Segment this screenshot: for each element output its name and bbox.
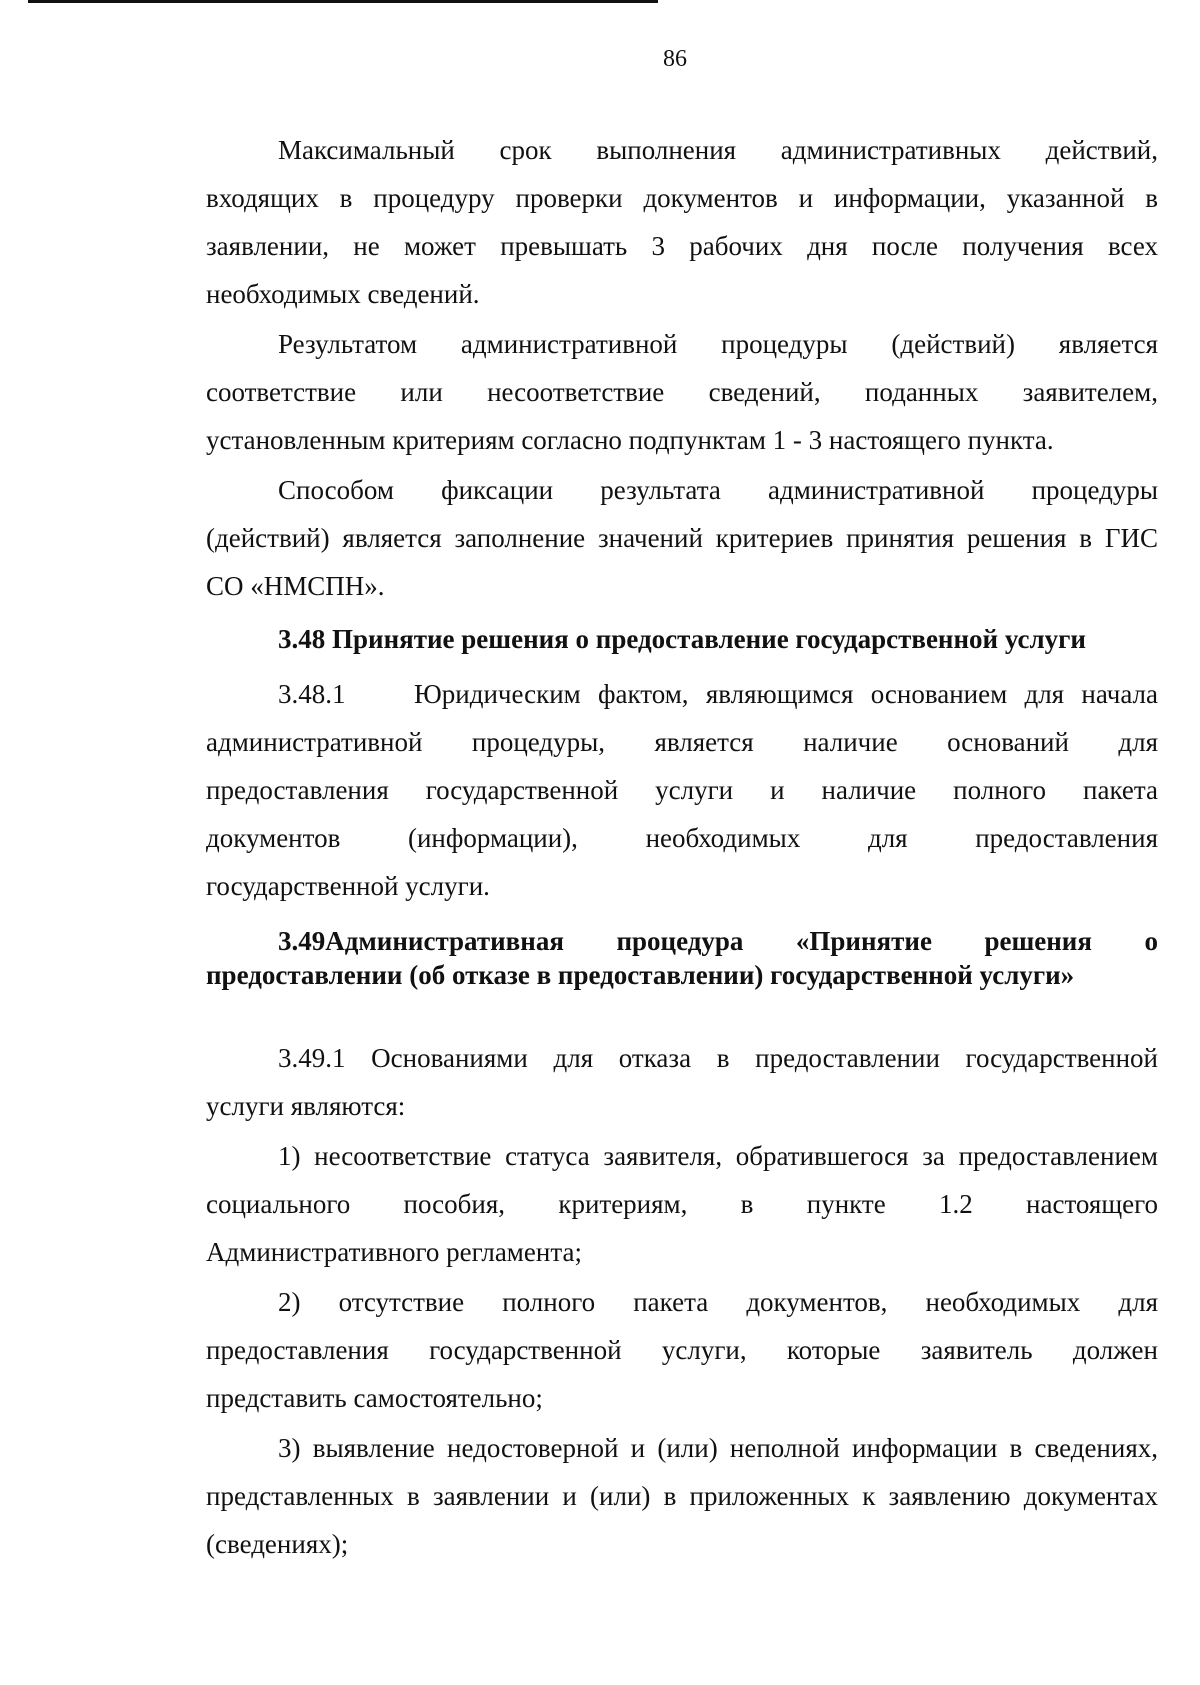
line-text: Способом фиксации результата административной процедуры bbox=[278, 475, 1158, 505]
paragraph-line: заявлении, не может превышать 3 рабочих дня после получения всех bbox=[206, 231, 1158, 261]
paragraph-line: представленных в заявлении и (или) в приложенных к заявлению документах bbox=[206, 1481, 1158, 1511]
paragraph-line: соответствие или несоответствие сведений, поданных заявителем, bbox=[206, 377, 1158, 407]
line-text: 3.49.1 Основаниями для отказа в предоставлении государственной bbox=[278, 1043, 1158, 1073]
paragraph-line: необходимых сведений. bbox=[206, 279, 480, 309]
section-heading-3-49-line1: 3.49Административная процедура «Принятие решения о bbox=[278, 926, 1158, 956]
page-number: 86 bbox=[663, 46, 687, 72]
list-item-3 bbox=[206, 1422, 1158, 1474]
paragraph-line bbox=[206, 124, 1158, 176]
paragraph-line bbox=[206, 464, 1158, 516]
line-text: 3) выявление недостоверной и (или) неполной информации в сведениях, bbox=[278, 1433, 1158, 1463]
paragraph-line: Административного регламента; bbox=[206, 1237, 582, 1267]
section-heading-3-48: 3.48 Принятие решения о предоставление государственной услуги bbox=[278, 624, 1086, 654]
paragraph-line: административной процедуры, является наличие оснований для bbox=[206, 727, 1158, 757]
line-text: Результатом административной процедуры (действий) является bbox=[278, 329, 1158, 359]
paragraph-line: (действий) является заполнение значений критериев принятия решения в ГИС bbox=[206, 523, 1158, 553]
line-text: 1) несоответствие статуса заявителя, обратившегося за предоставлением bbox=[278, 1141, 1158, 1171]
list-item-1 bbox=[206, 1130, 1158, 1182]
paragraph-line bbox=[206, 1032, 1158, 1084]
paragraph-line: социального пособия, критериям, в пункте 1.2 настоящего bbox=[206, 1189, 1158, 1219]
paragraph-line: (сведениях); bbox=[206, 1529, 349, 1559]
paragraph-line: СО «НМСПН». bbox=[206, 571, 385, 601]
paragraph-line: предоставления государственной услуги и наличие полного пакета bbox=[206, 775, 1158, 805]
clause-number: 3.48.1 bbox=[278, 679, 346, 709]
paragraph-line: документов (информации), необходимых для предоставления bbox=[206, 823, 1158, 853]
line-text: 2) отсутствие полного пакета документов, необходимых для bbox=[278, 1287, 1158, 1317]
section-heading-3-49-line2: предоставлении (об отказе в предоставлении) государственной услуги» bbox=[206, 960, 1075, 990]
list-item-2 bbox=[206, 1276, 1158, 1328]
paragraph-line bbox=[206, 668, 1158, 720]
paragraph-line: предоставления государственной услуги, которые заявитель должен bbox=[206, 1335, 1158, 1365]
paragraph-line: установленным критериям согласно подпунктам 1 - 3 настоящего пункта. bbox=[206, 425, 1054, 455]
paragraph-line: услуги являются: bbox=[206, 1091, 406, 1121]
line-text: Максимальный срок выполнения административных действий, bbox=[278, 135, 1158, 165]
line-text: Юридическим фактом, являющимся основанием для начала bbox=[414, 679, 1158, 709]
paragraph-line: представить самостоятельно; bbox=[206, 1383, 543, 1413]
paragraph-line bbox=[206, 318, 1158, 370]
paragraph-line: государственной услуги. bbox=[206, 871, 490, 901]
top-rule bbox=[28, 0, 658, 3]
paragraph-line: входящих в процедуру проверки документов и информации, указанной в bbox=[206, 183, 1158, 213]
